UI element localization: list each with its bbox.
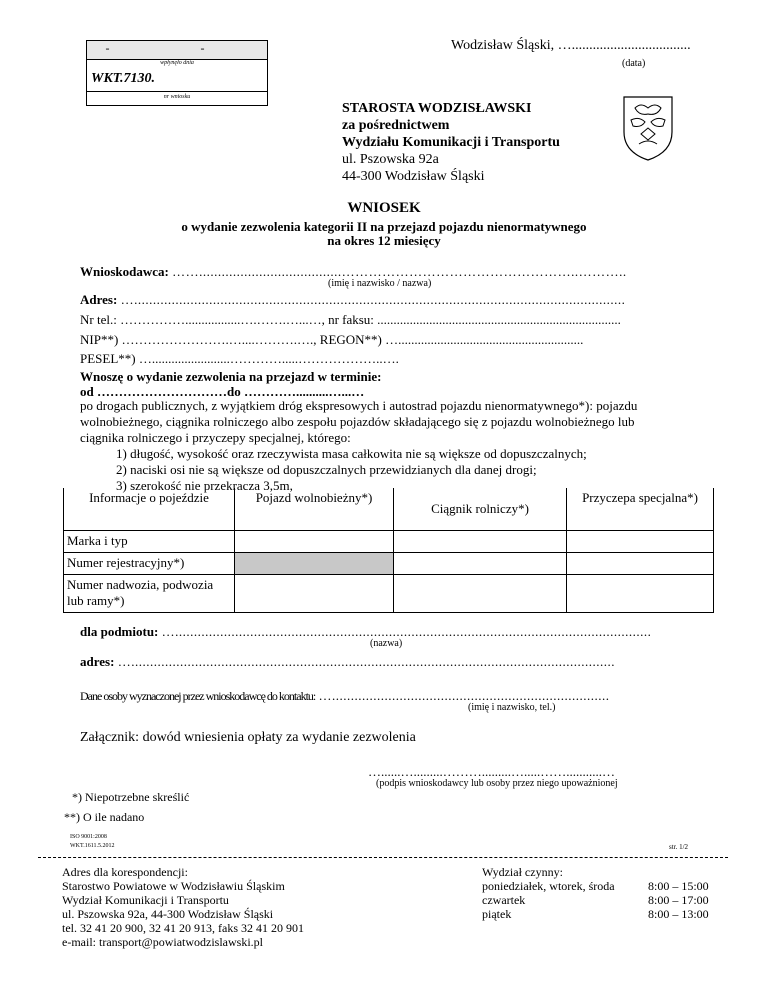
request-body — [80, 398, 720, 446]
entity-address-field[interactable]: …................................................................................................................................. — [117, 654, 615, 669]
table-row-label: Marka i typ — [64, 530, 235, 552]
office-hours — [482, 865, 709, 921]
recipient-line1: STAROSTA WODZISŁAWSKI — [342, 101, 532, 116]
pesel-field[interactable]: PESEL**) …........................………….....………………..…. — [80, 351, 399, 366]
footnote-strike: *) Niepotrzebne skreślić — [72, 790, 190, 804]
condition-item: 2) naciski osi nie są większe od dopuszczalnych przewidzianych dla danej drogi; — [116, 462, 537, 477]
contact-label: Dane osoby wyznaczonej przez wnioskodawcę do kontaktu: — [80, 689, 316, 703]
request-period-field[interactable]: od …………………………do …………..........…...… — [80, 384, 365, 399]
nip-regon-field[interactable]: NIP**) …………………….…....……….…., REGON**) …......................................................... — [80, 332, 584, 347]
page-number: str. 1/2 — [669, 843, 689, 851]
table-header: Ciągnik rolniczy*) — [394, 488, 567, 530]
email-link[interactable]: e-mail: transport@powiatwodzislawski.pl — [62, 935, 264, 949]
office-hours-title: Wydział czynny: — [482, 865, 563, 879]
table-cell[interactable] — [394, 552, 567, 574]
recipient-line4: ul. Pszowska 92a — [342, 152, 439, 167]
recipient-line3: Wydziału Komunikacji i Transportu — [342, 135, 560, 150]
correspondence-line: tel. 32 41 20 900, 32 41 20 913, faks 32 41 20 901 — [62, 921, 304, 935]
table-header: Informacje o pojeździe — [64, 488, 235, 530]
correspondence-line: Wydział Komunikacji i Transportu — [62, 893, 229, 907]
applicant-field[interactable]: ……......................................……………………………………………..……….. — [172, 264, 627, 279]
entity-address-label: adres: — [80, 654, 115, 669]
hours-days: piątek — [482, 907, 512, 921]
hours-row — [482, 907, 709, 921]
document-title: WNIOSEK — [347, 200, 421, 216]
table-row-label: Numer rejestracyjny*) — [64, 552, 235, 574]
entity-row[interactable] — [80, 624, 651, 640]
address-field[interactable]: …................................................................................................................................... — [120, 292, 626, 307]
applicant-caption: (imię i nazwisko / nazwa) — [328, 278, 432, 289]
hours-time: 8:00 – 13:00 — [648, 907, 709, 921]
table-header: Przyczepa specjalna*) — [567, 488, 714, 530]
receipt-stamp-box — [86, 40, 268, 106]
table-header: Pojazd wolnobieżny*) — [235, 488, 394, 530]
attachment-note: Załącznik: dowód wniesienia opłaty za wydanie zezwolenia — [80, 730, 416, 745]
request-body-line2: wolnobieżnego, ciągnika rolniczego albo zespołu pojazdów składającego się z pojazdu wolnobieżnego lub — [80, 414, 635, 429]
table-cell[interactable] — [567, 552, 714, 574]
phone-fax-field[interactable]: Nr tel.: …………….................….…….…...…, nr faksu: ........................................................................... — [80, 312, 621, 327]
recipient-block — [342, 100, 560, 185]
entity-label: dla podmiotu: — [80, 624, 159, 639]
address-row[interactable] — [80, 292, 625, 308]
document-subtitle-1: o wydanie zezwolenia kategorii II na przejazd pojazdu nienormatywnego — [181, 219, 587, 234]
place-date-field[interactable]: Wodzisław Śląski, ….................................. — [451, 38, 691, 53]
signature-caption: (podpis wnioskodawcy lub osoby przez niego upoważnionej — [376, 778, 618, 789]
hours-days: czwartek — [482, 893, 526, 907]
date-caption: (data) — [622, 58, 646, 69]
correspondence-line: Starostwo Powiatowe w Wodzisławiu Śląskim — [62, 879, 285, 893]
hours-time: 8:00 – 17:00 — [648, 893, 709, 907]
applicant-label: Wnioskodawca: — [80, 264, 169, 279]
correspondence-address — [62, 865, 304, 949]
condition-item: 1) długość, wysokość oraz rzeczywista masa całkowita nie są większe od dopuszczalnych; — [116, 446, 587, 461]
correspondence-line: ul. Pszowska 92a, 44-300 Wodzisław Śląski — [62, 907, 274, 921]
contact-caption: (imię i nazwisko, tel.) — [468, 702, 556, 713]
divider — [87, 91, 267, 92]
address-label: Adres: — [80, 292, 118, 307]
entity-caption: (nazwa) — [370, 638, 403, 649]
hours-row — [482, 879, 709, 893]
table-cell[interactable] — [567, 530, 714, 552]
document-code: WKT.1611.5.2012 — [70, 843, 115, 849]
table-cell[interactable] — [567, 574, 714, 612]
request-body-line1: po drogach publicznych, z wyjątkiem dróg ekspresowych i autostrad pojazdu nienormatywnego*): pojazdu — [80, 398, 638, 413]
document-subtitle-2: na okres 12 miesięcy — [327, 233, 441, 248]
conditions-list — [116, 446, 587, 494]
receipt-date-caption: wpłynęło dnia — [160, 60, 194, 66]
table-cell[interactable] — [235, 574, 394, 612]
hours-days: poniedziałek, wtorek, środa — [482, 879, 615, 893]
table-cell-disabled — [235, 552, 394, 574]
contact-field[interactable]: ….......................................................................... — [318, 688, 610, 703]
table-cell[interactable] — [235, 530, 394, 552]
request-heading: Wnoszę o wydanie zezwolenia na przejazd w terminie: — [80, 369, 382, 384]
signature-field[interactable]: …......….........……….........….....……...........… — [368, 764, 615, 779]
recipient-line2: za pośrednictwem — [342, 118, 450, 133]
request-body-line3: ciągnika rolniczego i przyczepy specjalnej, którego: — [80, 430, 351, 445]
footer-divider — [38, 857, 728, 858]
vehicle-info-table — [63, 488, 714, 613]
correspondence-line: Adres dla korespondencji: — [62, 865, 188, 879]
table-cell[interactable] — [394, 530, 567, 552]
footnote-optional: **) O ile nadano — [64, 810, 145, 824]
entity-field[interactable]: …............................................................................................................................... — [161, 624, 652, 639]
request-number-caption: nr wniosku — [163, 94, 191, 100]
table-cell[interactable] — [394, 574, 567, 612]
entity-address-row[interactable] — [80, 654, 615, 670]
coat-of-arms-emblem — [621, 94, 675, 162]
recipient-line5: 44-300 Wodzisław Śląski — [342, 169, 485, 184]
condition-item: 3) szerokość nie przekracza 3,5m, — [116, 478, 293, 493]
hours-time: 8:00 – 15:00 — [648, 879, 709, 893]
request-number: WKT.7130. — [91, 71, 156, 86]
hours-row — [482, 893, 709, 907]
table-row-label: Numer nadwozia, podwozia lub ramy*) — [64, 574, 235, 612]
receipt-date-field[interactable]: - - — [87, 41, 267, 60]
iso-label: ISO 9001:2008 — [70, 834, 107, 840]
